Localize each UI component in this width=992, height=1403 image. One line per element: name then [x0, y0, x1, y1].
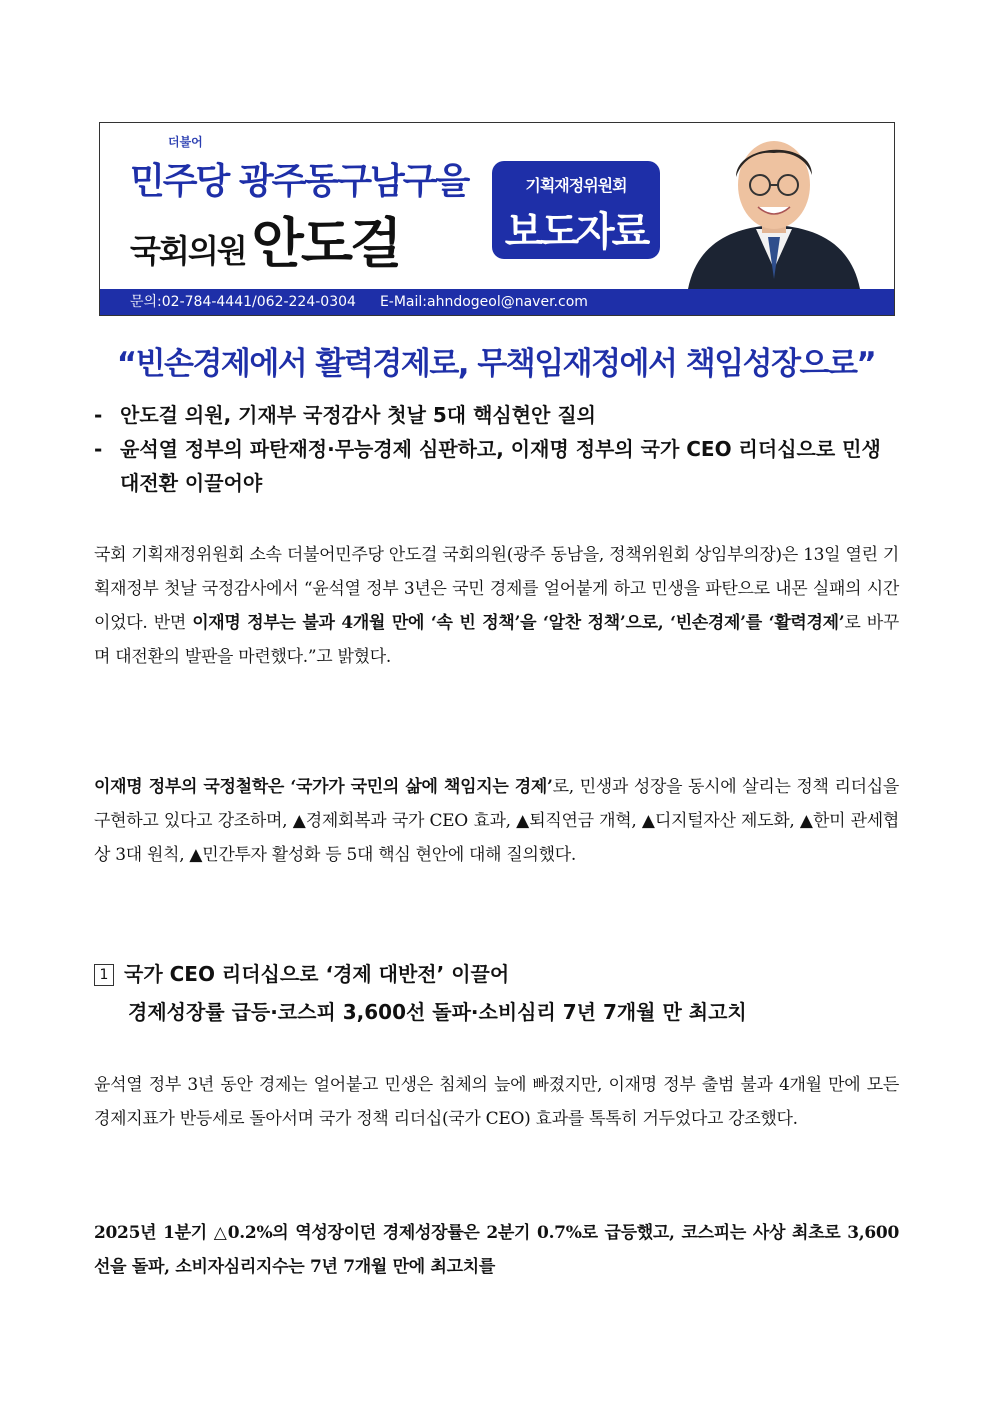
- member-title: [130, 201, 399, 278]
- portrait-illustration: [668, 129, 880, 289]
- section-heading-line1: [94, 955, 904, 993]
- press-release-badge: [492, 161, 660, 259]
- headline: “빈손경제에서 활력경제로, 무책임재정에서 책임성장으로”: [116, 346, 876, 382]
- paragraph-4: 2025년 1분기 △0.2%의 역성장이던 경제성장률은 2분기 0.7%로 급등했고, 코스피는 사상 최초로 3,600선을 돌파, 소비자심리지수는 7년 7개월 만에 최고치를: [94, 1223, 899, 1277]
- party-small-label: 더불어: [168, 135, 203, 149]
- dash-bullet: -: [94, 437, 103, 461]
- subtitle-text: 안도걸 의원, 기재부 국정감사 첫날 5대 핵심현안 질의: [120, 403, 596, 427]
- section-heading-text: 국가 CEO 리더십으로 ‘경제 대반전’ 이끌어: [124, 962, 510, 986]
- paragraph-1-tail: 로 바꾸며 대전환의 발판을 마련했다.”고 밝혔다.: [94, 613, 899, 667]
- member-prefix: 국회의원: [130, 232, 246, 270]
- section-heading-line2: 경제성장률 급등·코스피 3,600선 돌파·소비심리 7년 7개월 만 최고치: [128, 1000, 747, 1024]
- press-release-label: 보도자료: [504, 209, 648, 255]
- contact-bar: [100, 289, 895, 315]
- email-contact: E-Mail:ahndogeol@naver.com: [379, 294, 588, 310]
- subtitle-text: 윤석열 정부의 파탄재정·무능경제 심판하고, 이재명 정부의 국가 CEO 리더십으로 민생 대전환 이끌어야: [120, 437, 881, 495]
- party-district: 민주당 광주동구남구을: [130, 161, 469, 202]
- press-release-banner: [99, 122, 895, 316]
- subtitle-item: [94, 432, 904, 500]
- paragraph-1: [94, 538, 899, 674]
- paragraph-1-emphasis: 이재명 정부는 불과 4개월 만에 ‘속 빈 정책’을 ‘알찬 정책’으로, ‘빈손경제’를 ‘활력경제’: [192, 613, 845, 633]
- member-name: 안도걸: [251, 212, 400, 275]
- section-number-box: 1: [94, 964, 114, 986]
- subtitle-list: [94, 398, 904, 500]
- section-heading-1: [94, 955, 904, 1031]
- paragraph-2-emphasis: 이재명 정부의 국정철학은 ‘국가가 국민의 삶에 책임지는 경제’: [94, 777, 553, 797]
- phone-contact: 문의:02-784-4441/062-224-0304: [130, 294, 356, 310]
- committee-label: 기획재정위원회: [525, 176, 627, 195]
- member-portrait: [668, 129, 880, 289]
- paragraph-2: [94, 770, 899, 872]
- dash-bullet: -: [94, 403, 103, 427]
- paragraph-3: 윤석열 정부 3년 동안 경제는 얼어붙고 민생은 침체의 늪에 빠졌지만, 이재명 정부 출범 불과 4개월 만에 모든 경제지표가 반등세로 돌아서며 국가 정책 리더십(국가 CEO) 효과를 톡톡히 거두었다고 강조했다.: [94, 1075, 899, 1129]
- paragraph-2-text: 로, 민생과 성장을 동시에 살리는 정책 리더십을 구현하고 있다고 강조하며, ▲경제회복과 국가 CEO 효과, ▲퇴직연금 개혁, ▲디지털자산 제도화, ▲한미 관세협상 3대 원칙, ▲민간투자 활성화 등 5대 핵심 현안에 대해 질의했다.: [94, 777, 899, 865]
- paragraph-1-text: 국회 기획재정위원회 소속 더불어민주당 안도걸 국회의원(광주 동남을, 정책위원회 상임부의장)은 13일 열린 기획재정부 첫날 국정감사에서 “윤석열 정부 3년은 국민 경제를 얼어붙게 하고 민생을 파탄으로 내몬 실패의 시간이었다. 반면: [94, 545, 899, 633]
- subtitle-item: [94, 398, 904, 432]
